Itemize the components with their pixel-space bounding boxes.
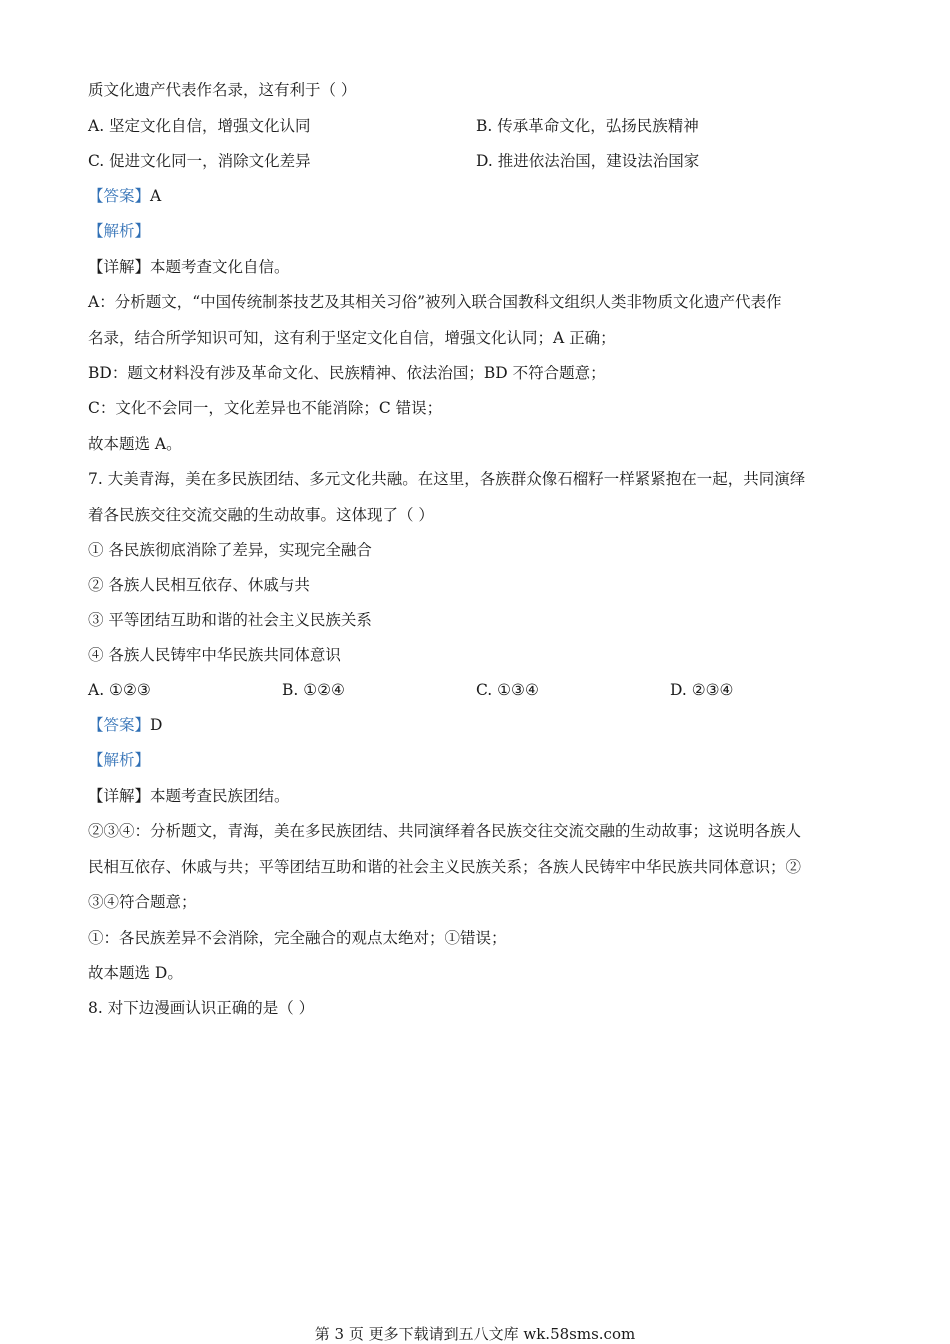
q7-answer [88,715,162,735]
q6-detail [88,257,290,277]
q6-option-b: B. 传承革命文化，弘扬民族精神 [476,117,699,135]
q7-option-a: A. ①②③ [88,681,151,699]
q6-answer [88,186,161,206]
q6-option-c: C. 促进文化同一，消除文化差异 [88,152,311,170]
q6-analysis-tag: 【解析】 [88,222,151,240]
q7-option-b: B. ①②④ [282,681,345,699]
q7-explanation-line: ③④符合题意； [88,893,197,911]
q7-explanation-line: ②③④：分析题文，青海，美在多民族团结、共同演绎着各民族交往交流交融的生动故事；这说明各族人 [88,822,802,840]
answer-tag: 【答案】 [88,187,151,205]
detail-tag: 【详解】 [88,787,151,805]
q7-detail [88,786,290,806]
q6-stem-tail: 质文化遗产代表作名录，这有利于（ ） [88,81,357,99]
detail-text: 本题考查民族团结。 [150,787,290,805]
q6-option-a: A. 坚定文化自信，增强文化认同 [88,117,311,135]
q7-item: ① 各民族彻底消除了差异，实现完全融合 [88,541,372,559]
q7-item: ③ 平等团结互助和谐的社会主义民族关系 [88,611,372,629]
q8-stem: 8. 对下边漫画认识正确的是（ ） [88,999,315,1017]
q7-analysis-tag: 【解析】 [88,751,151,769]
q6-conclusion: 故本题选 A。 [88,435,182,453]
q6-option-d: D. 推进依法治国，建设法治国家 [476,152,700,170]
q7-explanation-line: ①：各民族差异不会消除，完全融合的观点太绝对；①错误； [88,929,507,947]
q7-option-c: C. ①③④ [476,681,539,699]
answer-tag: 【答案】 [88,716,151,734]
q6-explanation-line: 名录，结合所学知识可知，这有利于坚定文化自信，增强文化认同；A 正确； [88,329,616,347]
q6-explanation-line: C：文化不会同一，文化差异也不能消除；C 错误； [88,399,443,417]
detail-text: 本题考查文化自信。 [150,258,290,276]
q7-conclusion: 故本题选 D。 [88,964,183,982]
q7-option-d: D. ②③④ [670,681,734,699]
q7-item: ② 各族人民相互依存、休戚与共 [88,576,310,594]
q6-explanation-line: A：分析题文，“中国传统制茶技艺及其相关习俗”被列入联合国教科文组织人类非物质文化遗产代表作 [88,293,782,311]
detail-tag: 【详解】 [88,258,151,276]
answer-value: D [150,716,163,734]
q7-stem-line: 着各民族交往交流交融的生动故事。这体现了（ ） [88,506,434,524]
page-footer: 第 3 页 更多下载请到五八文库 wk.58sms.com [314,1325,636,1343]
q7-item: ④ 各族人民铸牢中华民族共同体意识 [88,646,341,664]
q6-explanation-line: BD：题文材料没有涉及革命文化、民族精神、依法治国；BD 不符合题意； [88,364,606,382]
q7-explanation-line: 民相互依存、休戚与共；平等团结互助和谐的社会主义民族关系；各族人民铸牢中华民族共同体意识；② [88,858,802,876]
answer-value: A [150,187,162,205]
q7-stem-line: 7. 大美青海，美在多民族团结、多元文化共融。在这里，各族群众像石榴籽一样紧紧抱在一起，共同演绎 [88,470,806,488]
